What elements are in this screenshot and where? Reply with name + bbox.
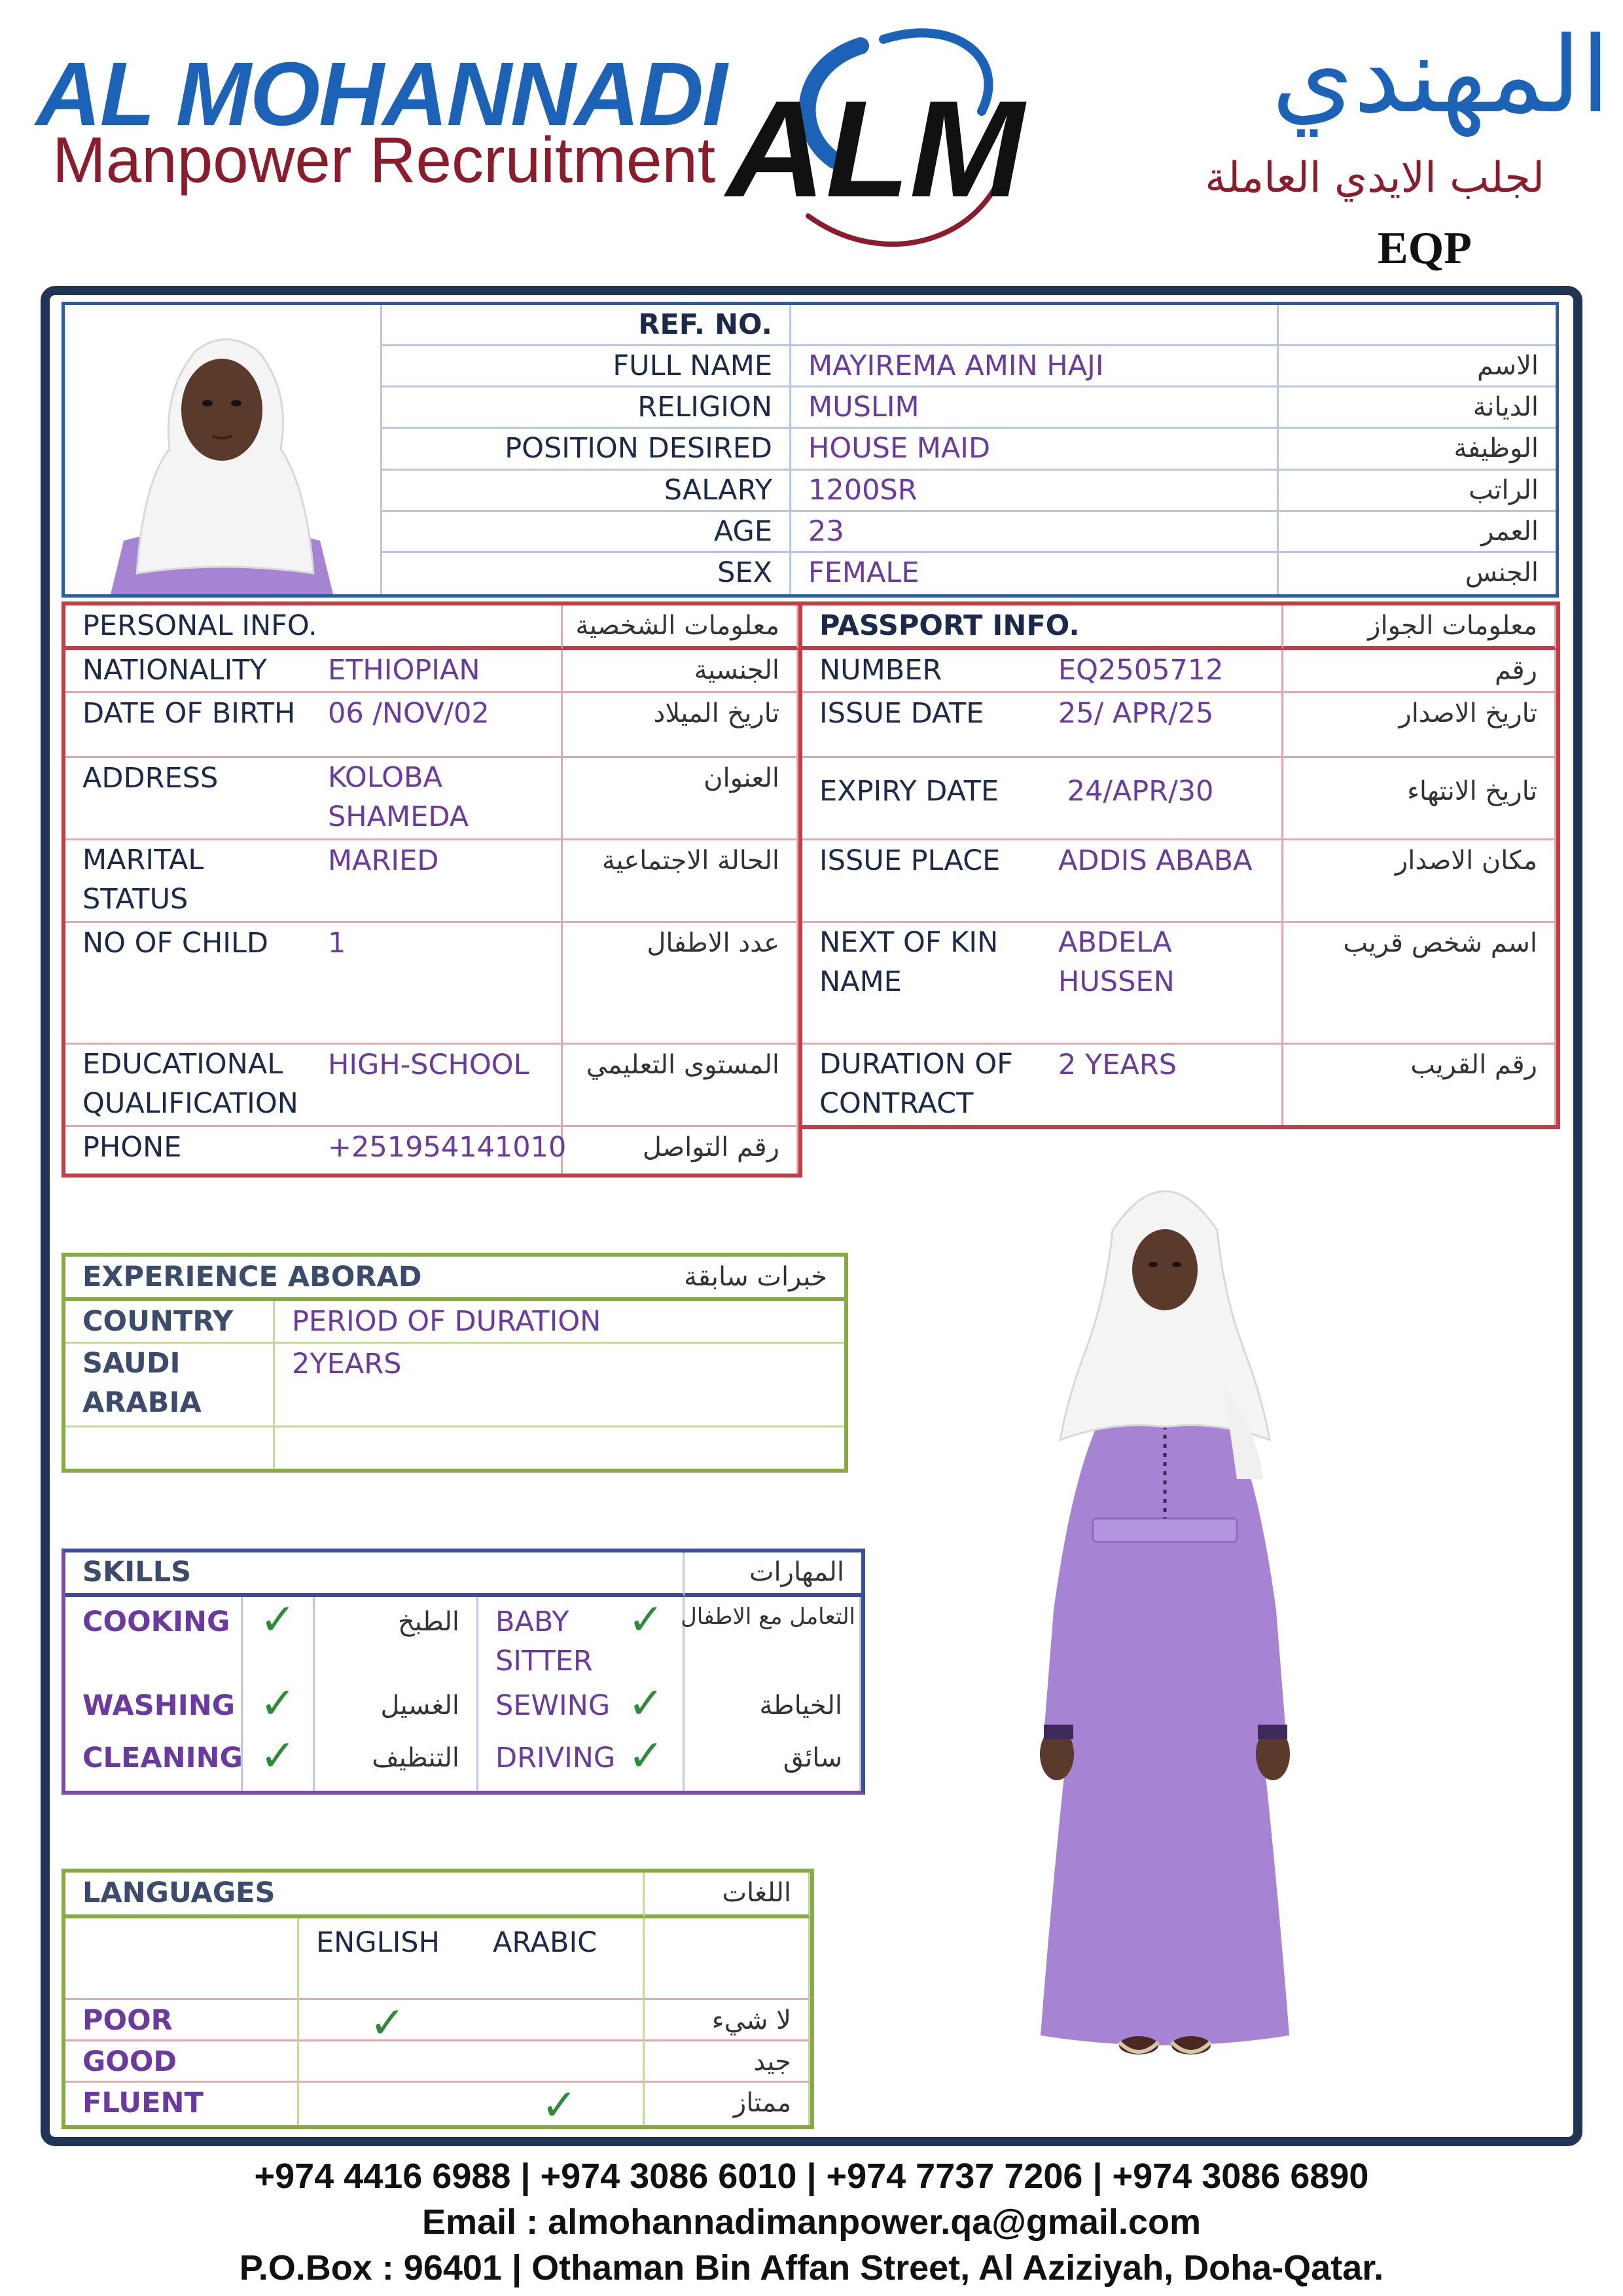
contract-duration-arabic: رقم القريب xyxy=(1283,1045,1556,1125)
alm-logo-icon xyxy=(720,20,1060,262)
languages-header-empty xyxy=(65,1918,299,2000)
phone-label: PHONE xyxy=(82,1131,182,1164)
level-fluent: FLUENT xyxy=(65,2083,299,2125)
languages-title-arabic: اللغات xyxy=(645,1873,810,1918)
full-name-arabic: الاسم xyxy=(1279,346,1556,387)
salary-arabic: الراتب xyxy=(1279,471,1556,512)
skill-driving-arabic: سائق xyxy=(685,1733,861,1791)
office-code: EQP xyxy=(1378,223,1472,274)
children-value: 1 xyxy=(311,923,563,1045)
salary-value: 1200SR xyxy=(791,471,1279,512)
personal-info-title: PERSONAL INFO. xyxy=(65,605,563,650)
level-good: GOOD xyxy=(65,2041,299,2083)
address-value: KOLOBA SHAMEDA xyxy=(311,758,563,840)
skill-baby-sitter-arabic: التعامل مع الاطفال xyxy=(685,1597,861,1681)
address-arabic: العنوان xyxy=(563,758,798,840)
skills-title: SKILLS xyxy=(65,1552,685,1597)
position-label: POSITION DESIRED xyxy=(382,429,791,470)
position-arabic: الوظيفة xyxy=(1279,429,1556,470)
logo-text: ALM xyxy=(726,72,1024,226)
passport-info-title-arabic: معلومات الجواز xyxy=(1283,605,1556,650)
brand-tagline-arabic: لجلب الايدي العاملة xyxy=(1205,154,1544,202)
skill-cleaning: CLEANING xyxy=(65,1733,243,1791)
nationality-arabic: الجنسية xyxy=(563,650,798,693)
age-label: AGE xyxy=(382,512,791,553)
full-name-label: FULL NAME xyxy=(382,346,791,387)
arabic-column-header: ARABIC xyxy=(476,1918,645,2000)
ref-value xyxy=(791,305,1279,346)
marital-status-value: MARIED xyxy=(311,840,563,923)
skill-driving-check-icon: ✓ xyxy=(609,1733,685,1791)
footer xyxy=(0,2153,1623,2291)
issue-place-arabic: مكان الاصدار xyxy=(1283,840,1556,923)
full-name-value: MAYIREMA AMIN HAJI xyxy=(791,346,1279,387)
age-arabic: العمر xyxy=(1279,512,1556,553)
experience-country: SAUDI ARABIA xyxy=(65,1344,275,1427)
personal-info-grid xyxy=(65,605,798,1174)
dob-value: 06 /NOV/02 xyxy=(311,693,563,758)
passport-number-value: EQ2505712 xyxy=(1041,650,1283,693)
skill-baby-sitter: BABY SITTER xyxy=(495,1605,593,1677)
experience-grid xyxy=(65,1257,844,1469)
experience-title-arabic: خبرات سابقة xyxy=(275,1257,844,1301)
skill-cooking-check-icon: ✓ xyxy=(243,1597,315,1681)
languages-header-empty-right xyxy=(645,1918,810,2000)
period-column-header: PERIOD OF DURATION xyxy=(275,1301,844,1344)
passport-info-title: PASSPORT INFO. xyxy=(802,605,1283,650)
age-value: 23 xyxy=(791,512,1279,553)
experience-title: EXPERIENCE ABORAD xyxy=(65,1257,275,1301)
experience-period-empty xyxy=(275,1427,844,1469)
good-arabic-check-icon xyxy=(476,2041,645,2083)
poor-arabic-check-icon xyxy=(476,2000,645,2041)
portrait-icon xyxy=(65,305,379,594)
marital-status-label: MARITAL STATUS xyxy=(65,840,311,923)
education-label: EDUCATIONAL QUALIFICATION xyxy=(65,1045,311,1127)
level-poor-arabic: لا شيء xyxy=(645,2000,810,2041)
english-column-header: ENGLISH xyxy=(299,1918,476,2000)
skill-washing: WASHING xyxy=(65,1681,243,1733)
languages-table xyxy=(62,1869,814,2129)
skill-cleaning-arabic: التنظيف xyxy=(315,1733,478,1791)
sex-arabic: الجنس xyxy=(1465,557,1539,588)
experience-country-empty xyxy=(65,1427,275,1469)
full-body-photo xyxy=(1008,1191,1322,2075)
passport-number-arabic: رقم xyxy=(1283,650,1556,693)
good-english-check-icon xyxy=(299,2041,476,2083)
country-column-header: COUNTRY xyxy=(65,1301,275,1344)
children-label: NO OF CHILD xyxy=(65,923,311,1045)
religion-arabic: الديانة xyxy=(1279,387,1556,429)
dob-label: DATE OF BIRTH xyxy=(65,693,311,758)
skill-cooking: COOKING xyxy=(65,1597,243,1681)
fluent-arabic-check-icon: ✓ xyxy=(476,2083,645,2125)
sex-label: SEX xyxy=(382,553,791,594)
issue-place-value: ADDIS ABABA xyxy=(1041,840,1283,923)
skill-sewing-arabic: الخياطة xyxy=(685,1681,861,1733)
languages-title: LANGUAGES xyxy=(65,1873,645,1918)
profile-grid xyxy=(382,305,1556,594)
phone-arabic: رقم التواصل xyxy=(563,1127,798,1174)
skill-baby-sitter-check-icon: ✓ xyxy=(609,1597,685,1681)
passport-number-label: NUMBER xyxy=(802,650,1041,693)
skills-table xyxy=(62,1549,865,1795)
sex-value: FEMALE xyxy=(791,553,1279,594)
brand-tagline: Manpower Recruitment xyxy=(52,124,716,196)
level-fluent-arabic: ممتاز xyxy=(645,2083,810,2125)
poor-english-check-icon: ✓ xyxy=(299,2000,476,2041)
skill-sewing: SEWING xyxy=(495,1689,611,1722)
education-value: HIGH-SCHOOL xyxy=(311,1045,563,1127)
passport-info-grid xyxy=(802,605,1556,1125)
contract-duration-value: 2 YEARS xyxy=(1041,1045,1283,1125)
skill-cleaning-check-icon: ✓ xyxy=(243,1733,315,1791)
expiry-date-value: 24/APR/30 xyxy=(1041,758,1283,840)
portrait-photo xyxy=(65,305,382,594)
ref-label: REF. NO. xyxy=(382,305,791,346)
next-of-kin-value: ABDELA HUSSEN xyxy=(1041,923,1283,1045)
salary-label: SALARY xyxy=(382,471,791,512)
skill-driving: DRIVING xyxy=(495,1742,616,1774)
footer-address: P.O.Box : 96401 | Othaman Bin Affan Street, Al Aziziyah, Doha-Qatar. xyxy=(239,2248,1384,2287)
profile-table xyxy=(62,302,1559,598)
skills-title-arabic: المهارات xyxy=(685,1552,861,1597)
footer-email: Email : almohannadimanpower.qa@gmail.com xyxy=(422,2202,1201,2242)
languages-grid xyxy=(65,1873,810,2130)
address-label: ADDRESS xyxy=(65,758,311,840)
children-arabic: عدد الاطفال xyxy=(563,923,798,1045)
marital-status-arabic: الحالة الاجتماعية xyxy=(563,840,798,923)
skills-grid xyxy=(65,1552,861,1791)
expiry-date-arabic: تاريخ الانتهاء xyxy=(1283,758,1556,840)
brand-name: AL MOHANNADI xyxy=(36,44,726,145)
position-value: HOUSE MAID xyxy=(791,429,1279,470)
level-poor: POOR xyxy=(65,2000,299,2041)
contract-duration-label: DURATION OF CONTRACT xyxy=(819,1048,1014,1120)
next-of-kin-arabic: اسم شخص قريب xyxy=(1283,923,1556,1045)
skill-cooking-arabic: الطبخ xyxy=(315,1597,478,1681)
personal-info-table xyxy=(62,601,802,1177)
phone-value: +251954141010 xyxy=(311,1127,563,1174)
ref-arabic xyxy=(1279,305,1556,346)
skill-washing-arabic: الغسيل xyxy=(315,1681,478,1733)
skill-sewing-check-icon: ✓ xyxy=(609,1681,685,1733)
dob-arabic: تاريخ الميلاد xyxy=(563,693,798,758)
footer-phones: +974 4416 6988 | +974 3086 6010 | +974 7737 7206 | +974 3086 6890 xyxy=(254,2157,1369,2196)
religion-label: RELIGION xyxy=(382,387,791,429)
issue-date-label: ISSUE DATE xyxy=(802,693,1041,758)
next-of-kin-label: NEXT OF KIN NAME xyxy=(802,923,1041,1045)
fluent-english-check-icon xyxy=(299,2083,476,2125)
religion-value: MUSLIM xyxy=(791,387,1279,429)
education-arabic: المستوى التعليمي xyxy=(563,1045,798,1127)
passport-info-table xyxy=(802,601,1560,1129)
full-body-icon xyxy=(1008,1191,1322,2075)
level-good-arabic: جيد xyxy=(645,2041,810,2083)
nationality-value: ETHIOPIAN xyxy=(311,650,563,693)
issue-date-arabic: تاريخ الاصدار xyxy=(1283,693,1556,758)
personal-info-title-arabic: معلومات الشخصية xyxy=(563,605,798,650)
issue-place-label: ISSUE PLACE xyxy=(802,840,1041,923)
issue-date-value: 25/ APR/25 xyxy=(1041,693,1283,758)
brand-name-arabic: المهندي xyxy=(1272,14,1610,136)
skill-washing-check-icon: ✓ xyxy=(243,1681,315,1733)
experience-table xyxy=(62,1253,848,1473)
experience-period: 2YEARS xyxy=(275,1344,844,1427)
expiry-date-label: EXPIRY DATE xyxy=(802,758,1041,840)
nationality-label: NATIONALITY xyxy=(65,650,311,693)
